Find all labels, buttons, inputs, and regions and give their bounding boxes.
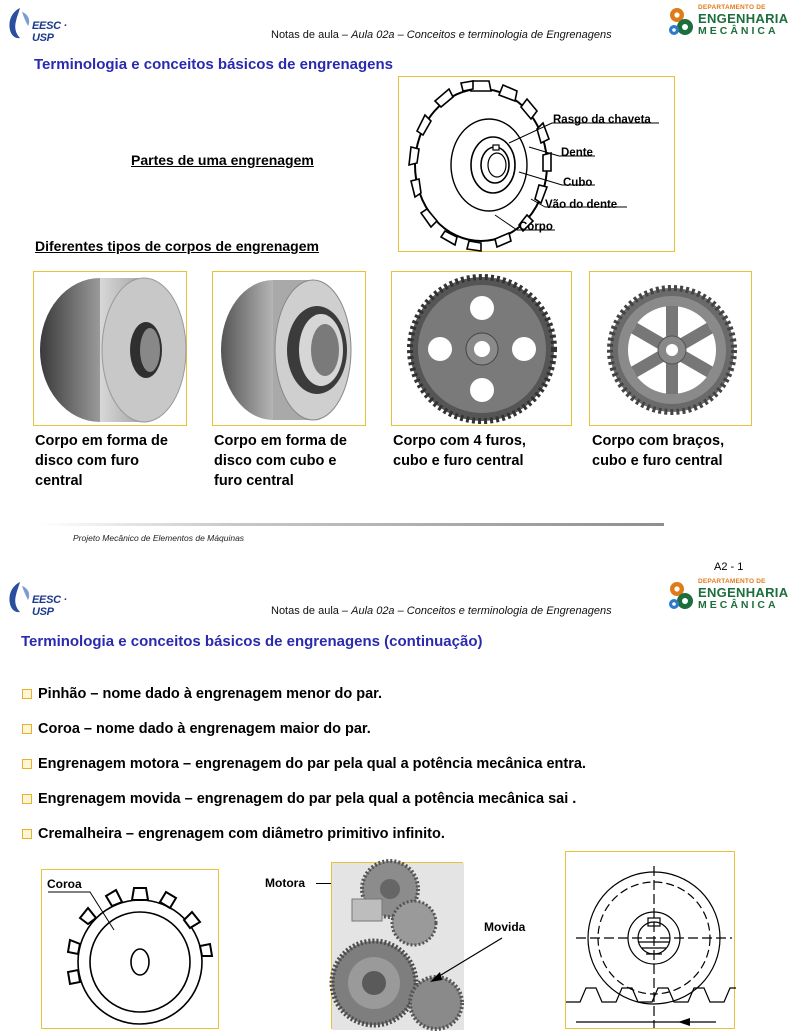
bullet-coroa [22, 721, 371, 737]
footer-divider [40, 523, 664, 526]
bullet-square-icon [22, 724, 32, 734]
bullet-square-icon [22, 829, 32, 839]
coroa-figure [41, 869, 219, 1029]
eesc-usp-logo [6, 6, 86, 44]
four-hole-body-image [391, 271, 572, 426]
slide-title: Terminologia e conceitos básicos de engrenagens [34, 56, 393, 73]
bullet-text: Cremalheira – engrenagem com diâmetro primitivo infinito. [38, 826, 445, 842]
types-heading: Diferentes tipos de corpos de engrenagem [35, 238, 319, 254]
bullet-cremalheira [22, 826, 445, 842]
page-number: A2 - 1 [714, 561, 744, 573]
bullet-square-icon [22, 759, 32, 769]
header-note-lecture: Aula 02a – Conceitos e terminologia de Engrenagens [351, 29, 612, 41]
label-coroa: Coroa [47, 877, 82, 891]
caption-disc-body: Corpo em forma de disco com furo central [35, 433, 168, 489]
crown-gear-drawing [42, 870, 220, 1030]
disc-gear-icon [34, 272, 188, 427]
label-rasgo-da-chaveta: Rasgo da chaveta [553, 114, 651, 126]
slide-title-2: Terminologia e conceitos básicos de engrenagens (continuação) [21, 633, 483, 650]
spoked-gear-icon [590, 272, 753, 427]
bullet-pinhao [22, 686, 382, 702]
bullet-movida [22, 791, 576, 807]
movida-arrow-icon [428, 936, 508, 986]
caption-four-hole-body: Corpo com 4 furos, cubo e furo central [393, 433, 526, 469]
bullet-square-icon [22, 794, 32, 804]
header-note-prefix-2: Notas de aula – [271, 605, 349, 617]
dept-logo-2 [668, 576, 788, 616]
dept-line-2: ENGENHARIA [698, 11, 788, 26]
gear-parts-diagram [398, 76, 675, 252]
header-note-prefix: Notas de aula – [271, 29, 349, 41]
label-corpo: Corpo [519, 221, 553, 233]
label-dente: Dente [561, 147, 593, 159]
label-motora: Motora [265, 876, 305, 890]
eesc-usp-logo-2 [6, 580, 86, 618]
bullet-square-icon [22, 689, 32, 699]
eesc-logo-text: EESC · USP [32, 20, 67, 44]
header-note-lecture-2: Aula 02a – Conceitos e terminologia de Engrenagens [351, 605, 612, 617]
gear-logo-icon-2 [668, 579, 694, 611]
label-vao-do-dente: Vão do dente [545, 199, 618, 211]
label-movida: Movida [484, 920, 526, 934]
eesc-logo-text-2: EESC · USP [32, 594, 67, 618]
bullet-text: Coroa – nome dado à engrenagem maior do par. [38, 721, 371, 737]
header-note-2 [271, 605, 612, 617]
rack-pinion-drawing [566, 852, 736, 1030]
caption-disc-hub-body: Corpo em forma de disco com cubo e furo central [214, 433, 347, 489]
hub-gear-icon [213, 272, 367, 427]
dept-line-1: DEPARTAMENTO DE [698, 4, 766, 11]
bullet-motora [22, 756, 586, 772]
dept-line-1-2: DEPARTAMENTO DE [698, 578, 766, 585]
disc-hub-body-image [212, 271, 366, 426]
gear-logo-icon [668, 5, 694, 37]
disc-body-image [33, 271, 187, 426]
spoked-body-image [589, 271, 752, 426]
parts-heading: Partes de uma engrenagem [131, 152, 314, 168]
dept-line-3: MECÂNICA [698, 25, 779, 37]
footer-text: Projeto Mecânico de Elementos de Máquinas [73, 533, 245, 543]
four-hole-gear-icon [392, 272, 573, 427]
header-note [271, 29, 612, 41]
bullet-text: Pinhão – nome dado à engrenagem menor do par. [38, 686, 383, 702]
dept-logo [668, 2, 788, 42]
caption-spoked-body: Corpo com braços, cubo e furo central [592, 433, 725, 469]
dept-line-3-2: MECÂNICA [698, 599, 779, 611]
label-cubo: Cubo [563, 177, 593, 189]
cremalheira-figure [565, 851, 735, 1029]
dept-line-2-2: ENGENHARIA [698, 585, 788, 600]
bullet-text: Engrenagem movida – engrenagem do par pela qual a potência mecânica sai . [38, 791, 577, 807]
bullet-text: Engrenagem motora – engrenagem do par pela qual a potência mecânica entra. [38, 756, 586, 772]
